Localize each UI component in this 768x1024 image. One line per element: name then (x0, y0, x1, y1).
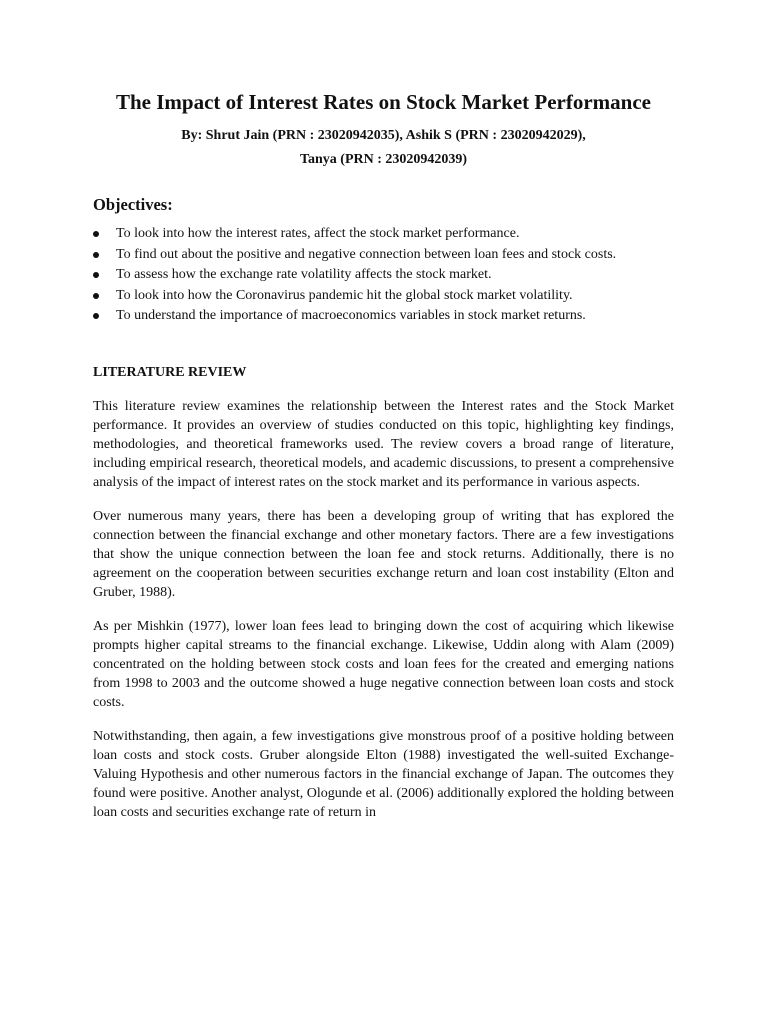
bullet-icon (93, 252, 99, 258)
literature-review-heading: LITERATURE REVIEW (93, 364, 247, 380)
objective-item (93, 265, 674, 286)
authors-line-2: Tanya (PRN : 23020942039) (299, 152, 468, 167)
objective-text: To find out about the positive and negative connection between loan fees and stock costs. (116, 246, 617, 262)
bullet-icon (93, 293, 99, 299)
literature-paragraph: Over numerous many years, there has been a developing group of writing that has explored the connection between the financial exchange and other monetary factors. There are a few investigations that show the unique connection between the loan fee and stock returns. Additionally, there is no agreement on the cooperation between securities exchange return and loan cost instability (Elton and Gruber, 1988). (93, 508, 674, 600)
objective-item (93, 286, 674, 307)
literature-paragraph: Notwithstanding, then again, a few investigations give monstrous proof of a positive holding between loan costs and stock costs. Gruber alongside Elton (1988) investigated the well-suited Exchange-Valuing Hypothesis and other numerous factors in the financial exchange of Japan. The outcomes they found were positive. Another analyst, Ologunde et al. (2006) additionally explored the holding between loan costs and securities exchange rate of return in (93, 728, 674, 820)
literature-paragraph: As per Mishkin (1977), lower loan fees lead to bringing down the cost of acquiring which likewise prompts higher capital streams to the financial exchange. Likewise, Uddin along with Alam (2009) concentrated on the holding between stock costs and loan fees for the created and emerging nations from 1998 to 2003 and the outcome showed a huge negative connection between loan costs and stock costs. (93, 618, 674, 710)
bullet-icon (93, 313, 99, 319)
objectives-list (93, 224, 674, 327)
objective-text: To understand the importance of macroeconomics variables in stock market returns. (116, 308, 586, 323)
literature-paragraph: This literature review examines the relationship between the Interest rates and the Stock Market performance. It provides an overview of studies conducted on this topic, highlighting key findings, methodologies, and theoretical frameworks used. The review covers a broad range of literature, including empirical research, theoretical models, and academic discussions, to present a comprehensive analysis of the impact of interest rates on the stock market and its performance in various aspects. (93, 398, 674, 490)
document-page (93, 88, 674, 822)
objective-text: To look into how the Coronavirus pandemic hit the global stock market volatility. (116, 287, 573, 303)
objective-item (93, 224, 674, 245)
objectives-heading: Objectives: (93, 195, 173, 214)
objective-item (93, 306, 674, 327)
objective-text: To assess how the exchange rate volatility affects the stock market. (116, 267, 492, 282)
bullet-icon (93, 231, 99, 237)
authors-line-1: By: Shrut Jain (PRN : 23020942035), Ashik S (PRN : 23020942029), (181, 128, 586, 143)
authors-block (93, 124, 674, 172)
bullet-icon (93, 272, 99, 278)
objective-text: To look into how the interest rates, affect the stock market performance. (116, 226, 520, 241)
objective-item (93, 245, 674, 266)
document-title: The Impact of Interest Rates on Stock Market Performance (116, 90, 651, 114)
